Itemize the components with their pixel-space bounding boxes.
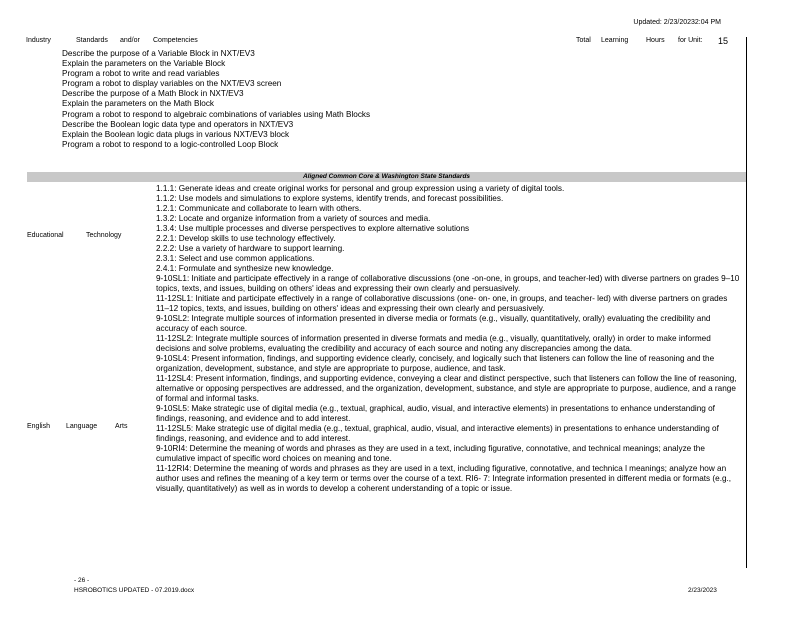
table-right-border (746, 37, 747, 568)
arts-label: Arts (115, 423, 128, 430)
aligned-standards-heading: Aligned Common Core & Washington State Standards (27, 172, 746, 182)
list-item: 11-12SL2: Integrate multiple sources of information presented in diverse formats and media (e.g., visually, quantitatively, orally) in order to make informed decisions and solve problems, evaluating the credibility and accuracy of each source and noting any discrepancies among the data. (156, 334, 711, 353)
list-item (40, 79, 720, 89)
list-item: 1.3.2: Locate and organize information from a variety of sources and media. (156, 214, 431, 223)
learning-label: Learning (601, 37, 629, 44)
competency-text: Explain the parameters on the Variable Block (62, 59, 226, 69)
document-filename: HSROBOTICS UPDATED - 07.2019.docx (74, 587, 195, 594)
list-item (40, 69, 720, 79)
list-item (40, 110, 720, 120)
competency-text: Explain the Boolean logic data plugs in various NXT/EV3 block (62, 129, 290, 139)
educational-label: Educational (27, 232, 64, 239)
technology-label: Technology (86, 232, 122, 239)
competency-text: Program a robot to write and read variables (62, 69, 220, 79)
competency-text: Describe the purpose of a Variable Block in NXT/EV3 (62, 49, 255, 58)
list-item: 9-10SL5: Make strategic use of digital media (e.g., textual, graphical, audio, visual, and interactive elements) in presentations to enhance understanding of findings, reasoning, and evidence and to add interest. (156, 404, 715, 423)
list-item: 2.2.2: Use a variety of hardware to support learning. (156, 244, 345, 253)
language-label: Language (66, 423, 98, 430)
competency-list (40, 49, 720, 150)
list-item: 1.3.4: Use multiple processes and diverse perspectives to explore alternative solutions (156, 224, 470, 233)
total-label: Total (576, 37, 591, 44)
list-item (40, 140, 720, 150)
competency-text: Program a robot to respond to a logic-controlled Loop Block (62, 139, 279, 149)
hours-label: Hours (646, 37, 665, 44)
list-item: 9-10RI4: Determine the meaning of words and phrases as they are used in a text, including figurative, connotative, and technical meanings; analyze the cumulative impact of specific word choices on meaning and tone. (156, 444, 705, 463)
industry-label: Industry (26, 37, 51, 44)
list-item (40, 59, 720, 69)
list-item (40, 49, 720, 59)
competency-header-row (26, 37, 800, 49)
list-item: 11-12RI4: Determine the meaning of words and phrases as they are used in a text, including figurative, connotative, and technica l meanings; analyze how an author uses and refines the meaning of a key term or terms over the course of a text. RI6- 7: Integrate information presented in different media or formats (e.g., visually, quantitatively) as well as in words to develop a coherent understanding of a topic or issue. (156, 464, 732, 493)
list-item (40, 89, 720, 99)
for-unit-label: for Unit: (678, 37, 703, 44)
list-item: 2.4.1: Formulate and synthesize new knowledge. (156, 264, 334, 273)
english-label: English (27, 423, 50, 430)
competency-text: Program a robot to respond to algebraic combinations of variables using Math Blocks (62, 109, 371, 119)
footer-date: 2/23/2023 (688, 587, 717, 594)
competency-text: Program a robot to display variables on the NXT/EV3 screen (62, 79, 282, 89)
educational-technology-standards (156, 184, 742, 274)
list-item: 2.2.1: Develop skills to use technology effectively. (156, 234, 336, 243)
english-language-arts-standards (156, 274, 742, 494)
list-item: 11-12SL5: Make strategic use of digital media (e.g., textual, graphical, audio, visual, and interactive elements) in presentations to enhance understanding of findings, reasoning, and evidence and to add interest. (156, 424, 719, 443)
list-item (40, 99, 720, 109)
list-item: 9-10SL2: Integrate multiple sources of information presented in diverse media or formats (e.g., visually, quantitatively, orally) evaluating the credibility and accuracy of each source. (156, 314, 711, 333)
list-item: 1.1.2: Use models and simulations to explore systems, identify trends, and forecast possibilities. (156, 194, 504, 203)
list-item: 1.2.1: Communicate and collaborate to learn with others. (156, 204, 362, 213)
list-item: 1.1.1: Generate ideas and create original works for personal and group expression using a variety of digital tools. (156, 184, 565, 193)
competency-text: Explain the parameters on the Math Block (62, 99, 215, 109)
competency-text: Describe the purpose of a Math Block in NXT/EV3 (62, 89, 244, 99)
list-item (40, 130, 720, 140)
list-item (40, 120, 720, 130)
unit-hours-value: 15 (718, 36, 729, 46)
list-item: 11-12SL4: Present information, findings, and supporting evidence, conveying a clear and distinct perspective, such that listeners can follow the line of reasoning, alternative or opposing perspectives are addressed, and the organization, development, substance, and style are appropriate to purpose, audience, and a range of formal and informal tasks. (156, 374, 737, 403)
list-item: 9-10SL1: Initiate and participate effectively in a range of collaborative discussions (one -on-one, in groups, and teacher-led) with diverse partners on grades 9–10 topics, texts, and issues, building on others' ideas and expressing their own clearly and persuasively. (156, 274, 740, 293)
list-item: 9-10SL4: Present information, findings, and supporting evidence clearly, concisely, and logically such that listeners can follow the line of reasoning and the organization, development, substance, and style are appropriate to purpose, audience, and task. (156, 354, 715, 373)
list-item: 2.3.1: Select and use common applications. (156, 254, 315, 263)
andor-label: and/or (120, 37, 140, 44)
standards-label: Standards (76, 37, 108, 44)
competency-text: Describe the Boolean logic data type and operators in NXT/EV3 (62, 119, 294, 129)
page-number: - 26 - (74, 577, 90, 584)
competencies-label: Competencies (153, 37, 198, 44)
updated-timestamp: Updated: 2/23/20232:04 PM (633, 19, 721, 26)
list-item: 11-12SL1: Initiate and participate effectively in a range of collaborative discussions (one- on- one, in groups, and teacher- led) with diverse partners on grades 11–12 topics, texts, and issues, building on others' ideas and expressing their own clearly and persuasively. (156, 294, 728, 313)
